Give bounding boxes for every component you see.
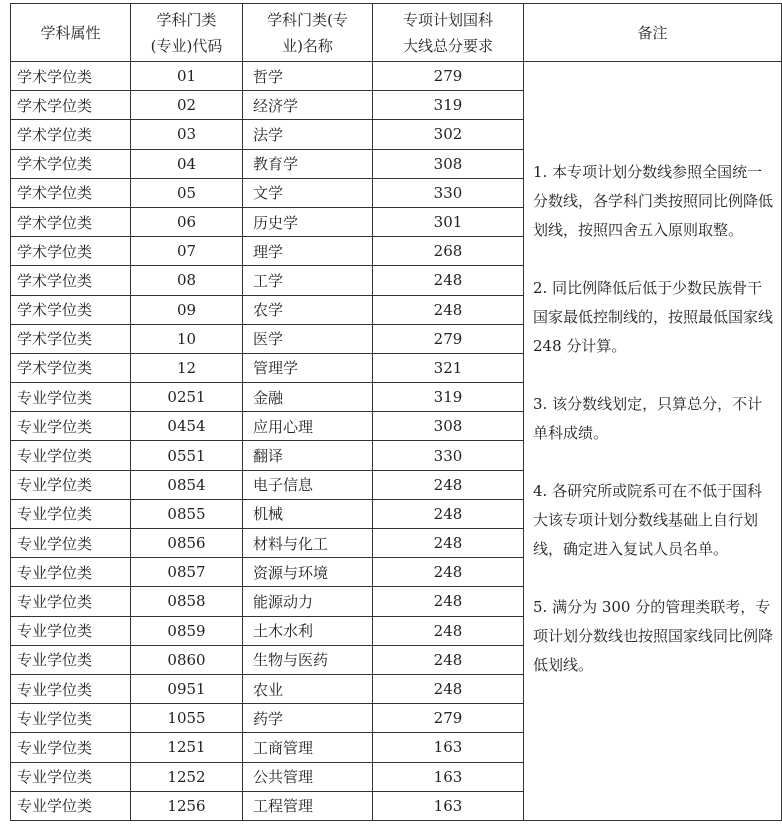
row-score-cell: 248	[373, 295, 524, 324]
header-note: 备注	[524, 4, 782, 62]
row-code-cell: 0951	[131, 674, 243, 703]
row-score-cell: 279	[373, 704, 524, 733]
row-type-cell: 专业学位类	[11, 499, 131, 528]
row-code-cell: 0860	[131, 645, 243, 674]
row-code-cell: 04	[131, 149, 243, 178]
row-name-cell: 电子信息	[243, 470, 373, 499]
score-table	[10, 3, 782, 821]
row-code-cell: 07	[131, 237, 243, 266]
row-type-cell: 专业学位类	[11, 791, 131, 820]
row-name-cell: 经济学	[243, 91, 373, 120]
row-score-cell: 163	[373, 733, 524, 762]
row-type-cell: 学术学位类	[11, 207, 131, 236]
row-score-cell: 248	[373, 674, 524, 703]
row-code-cell: 0854	[131, 470, 243, 499]
row-score-cell: 321	[373, 353, 524, 382]
header-row	[11, 4, 782, 62]
row-score-cell: 248	[373, 587, 524, 616]
row-name-cell: 材料与化工	[243, 529, 373, 558]
note-paragraph: 2. 同比例降低后低于少数民族骨干国家最低控制线的，按照最低国家线 248 分计算。	[533, 279, 774, 355]
note-paragraph: 1. 本专项计划分数线参照全国统一分数线，各学科门类按照同比例降低划线，按照四舍五入原则取整。	[533, 163, 774, 239]
row-name-cell: 药学	[243, 704, 373, 733]
header-score-line2: 大线总分要求	[402, 36, 493, 55]
note-paragraph: 5. 满分为 300 分的管理类联考，专项计划分数线也按照国家线同比例降低划线。	[533, 598, 774, 674]
row-name-cell: 应用心理	[243, 412, 373, 441]
row-score-cell: 308	[373, 149, 524, 178]
row-type-cell: 专业学位类	[11, 762, 131, 791]
row-name-cell: 文学	[243, 178, 373, 207]
header-code-line1: 学科门类	[156, 10, 217, 29]
header-category-attr: 学科属性	[11, 4, 131, 62]
row-name-cell: 历史学	[243, 207, 373, 236]
notes-cell	[524, 62, 782, 821]
row-name-cell: 工程管理	[243, 791, 373, 820]
note-paragraph: 4. 各研究所或院系可在不低于国科大该专项计划分数线基础上自行划线，确定进入复试人员名单。	[533, 482, 763, 558]
row-type-cell: 专业学位类	[11, 558, 131, 587]
header-name-line2: 业)名称	[282, 36, 333, 55]
row-type-cell: 专业学位类	[11, 616, 131, 645]
row-score-cell: 248	[373, 645, 524, 674]
row-type-cell: 学术学位类	[11, 120, 131, 149]
header-score	[373, 4, 524, 62]
row-code-cell: 1251	[131, 733, 243, 762]
row-type-cell: 专业学位类	[11, 587, 131, 616]
row-score-cell: 248	[373, 529, 524, 558]
row-code-cell: 0856	[131, 529, 243, 558]
row-type-cell: 学术学位类	[11, 149, 131, 178]
row-score-cell: 163	[373, 762, 524, 791]
row-score-cell: 248	[373, 266, 524, 295]
row-score-cell: 279	[373, 62, 524, 91]
table-row	[11, 62, 782, 91]
row-score-cell: 330	[373, 178, 524, 207]
row-score-cell: 279	[373, 324, 524, 353]
row-code-cell: 0551	[131, 441, 243, 470]
row-name-cell: 资源与环境	[243, 558, 373, 587]
row-score-cell: 248	[373, 499, 524, 528]
row-type-cell: 专业学位类	[11, 470, 131, 499]
header-name-line1: 学科门类(专	[267, 10, 348, 29]
row-score-cell: 319	[373, 91, 524, 120]
row-score-cell: 248	[373, 616, 524, 645]
header-score-line1: 专项计划国科	[402, 10, 493, 29]
row-score-cell: 308	[373, 412, 524, 441]
row-type-cell: 专业学位类	[11, 441, 131, 470]
row-code-cell: 0855	[131, 499, 243, 528]
row-score-cell: 268	[373, 237, 524, 266]
row-name-cell: 管理学	[243, 353, 373, 382]
row-score-cell: 248	[373, 470, 524, 499]
row-name-cell: 教育学	[243, 149, 373, 178]
row-code-cell: 1055	[131, 704, 243, 733]
row-score-cell: 319	[373, 383, 524, 412]
row-type-cell: 学术学位类	[11, 295, 131, 324]
row-code-cell: 01	[131, 62, 243, 91]
row-code-cell: 1252	[131, 762, 243, 791]
row-score-cell: 302	[373, 120, 524, 149]
row-score-cell: 301	[373, 207, 524, 236]
row-type-cell: 专业学位类	[11, 383, 131, 412]
row-code-cell: 08	[131, 266, 243, 295]
row-name-cell: 土木水利	[243, 616, 373, 645]
row-code-cell: 0251	[131, 383, 243, 412]
row-name-cell: 理学	[243, 237, 373, 266]
row-name-cell: 公共管理	[243, 762, 373, 791]
row-type-cell: 专业学位类	[11, 529, 131, 558]
row-code-cell: 03	[131, 120, 243, 149]
row-code-cell: 0857	[131, 558, 243, 587]
row-name-cell: 生物与医药	[243, 645, 373, 674]
row-code-cell: 02	[131, 91, 243, 120]
row-score-cell: 248	[373, 558, 524, 587]
row-code-cell: 0454	[131, 412, 243, 441]
row-code-cell: 05	[131, 178, 243, 207]
row-code-cell: 0859	[131, 616, 243, 645]
row-code-cell: 1256	[131, 791, 243, 820]
header-name	[243, 4, 373, 62]
row-name-cell: 翻译	[243, 441, 373, 470]
row-score-cell: 163	[373, 791, 524, 820]
header-code	[131, 4, 243, 62]
row-type-cell: 学术学位类	[11, 353, 131, 382]
row-name-cell: 农学	[243, 295, 373, 324]
row-name-cell: 机械	[243, 499, 373, 528]
row-name-cell: 金融	[243, 383, 373, 412]
row-type-cell: 学术学位类	[11, 178, 131, 207]
row-type-cell: 学术学位类	[11, 266, 131, 295]
row-name-cell: 工学	[243, 266, 373, 295]
row-name-cell: 农业	[243, 674, 373, 703]
row-type-cell: 专业学位类	[11, 412, 131, 441]
row-code-cell: 10	[131, 324, 243, 353]
row-name-cell: 能源动力	[243, 587, 373, 616]
row-type-cell: 学术学位类	[11, 237, 131, 266]
row-name-cell: 工商管理	[243, 733, 373, 762]
row-type-cell: 学术学位类	[11, 324, 131, 353]
header-code-line2: (专业)代码	[150, 36, 223, 55]
row-code-cell: 06	[131, 207, 243, 236]
row-code-cell: 0858	[131, 587, 243, 616]
row-code-cell: 09	[131, 295, 243, 324]
row-name-cell: 医学	[243, 324, 373, 353]
row-name-cell: 哲学	[243, 62, 373, 91]
row-type-cell: 专业学位类	[11, 645, 131, 674]
row-type-cell: 学术学位类	[11, 62, 131, 91]
row-score-cell: 330	[373, 441, 524, 470]
note-paragraph: 3. 该分数线划定，只算总分，不计单科成绩。	[533, 395, 763, 442]
row-type-cell: 专业学位类	[11, 674, 131, 703]
row-type-cell: 专业学位类	[11, 704, 131, 733]
row-type-cell: 学术学位类	[11, 91, 131, 120]
row-type-cell: 专业学位类	[11, 733, 131, 762]
row-name-cell: 法学	[243, 120, 373, 149]
row-code-cell: 12	[131, 353, 243, 382]
